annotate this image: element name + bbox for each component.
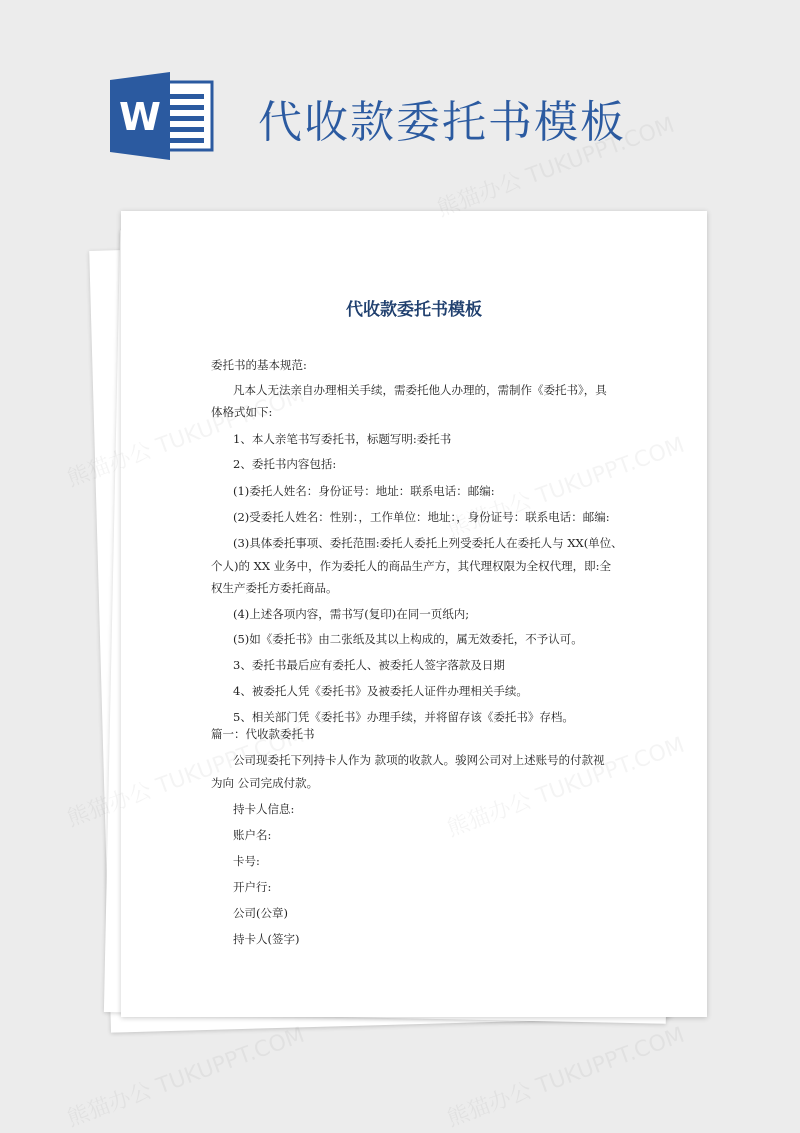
page-title: 代收款委托书模板	[258, 97, 626, 148]
document-line: 2、委托书内容包括:	[233, 457, 337, 471]
document-line: 4、被委托人凭《委托书》及被委托人证件办理相关手续。	[233, 684, 528, 698]
watermark	[442, 1018, 688, 1133]
document-line: 1、本人亲笔书写委托书，标题写明:委托书	[233, 432, 452, 446]
document-page	[121, 211, 707, 1017]
watermark	[62, 1018, 308, 1133]
document-line: 凡本人无法亲自办理相关手续，需委托他人办理的，需制作《委托书》，具	[233, 383, 607, 397]
document-line: 权生产委托方委托商品。	[211, 581, 338, 595]
document-line: (4)上述各项内容，需书写(复印)在同一页纸内;	[233, 607, 470, 621]
document-line: 公司(公章)	[233, 906, 288, 920]
document-line: 为向 公司完成付款。	[211, 776, 319, 790]
word-icon-letter: W	[119, 95, 161, 139]
section-heading: 篇一：代收款委托书	[211, 727, 315, 741]
document-line: 持卡人(签字)	[233, 932, 300, 946]
document-line: 账户名:	[233, 828, 272, 842]
document-line: 3、委托书最后应有委托人、被委托人签字落款及日期	[233, 658, 505, 672]
document-title: 代收款委托书模板	[346, 300, 482, 320]
document-line: 体格式如下:	[211, 405, 273, 419]
document-line: (1)委托人姓名：身份证号：地址：联系电话：邮编:	[233, 484, 495, 498]
document-line: 个人)的 XX 业务中，作为委托人的商品生产方，其代理权限为全权代理，即:全	[211, 559, 612, 573]
document-line: 卡号:	[233, 854, 260, 868]
document-line: 公司现委托下列持卡人作为 款项的收款人。骏网公司对上述账号的付款视	[233, 753, 605, 767]
document-line: 开户行:	[233, 880, 272, 894]
document-line: 持卡人信息:	[233, 802, 295, 816]
document-line: (3)具体委托事项、委托范围:委托人委托上列受委托人在委托人与 XX(单位、	[233, 536, 623, 550]
word-document-icon	[110, 72, 214, 160]
document-line: 5、相关部门凭《委托书》办理手续，并将留存该《委托书》存档。	[233, 710, 574, 724]
document-line: 委托书的基本规范:	[211, 358, 307, 372]
document-line: (2)受委托人姓名：性别：，工作单位：地址：，身份证号：联系电话：邮编:	[233, 510, 610, 524]
document-line: (5)如《委托书》由二张纸及其以上构成的，属无效委托，不予认可。	[233, 632, 583, 646]
